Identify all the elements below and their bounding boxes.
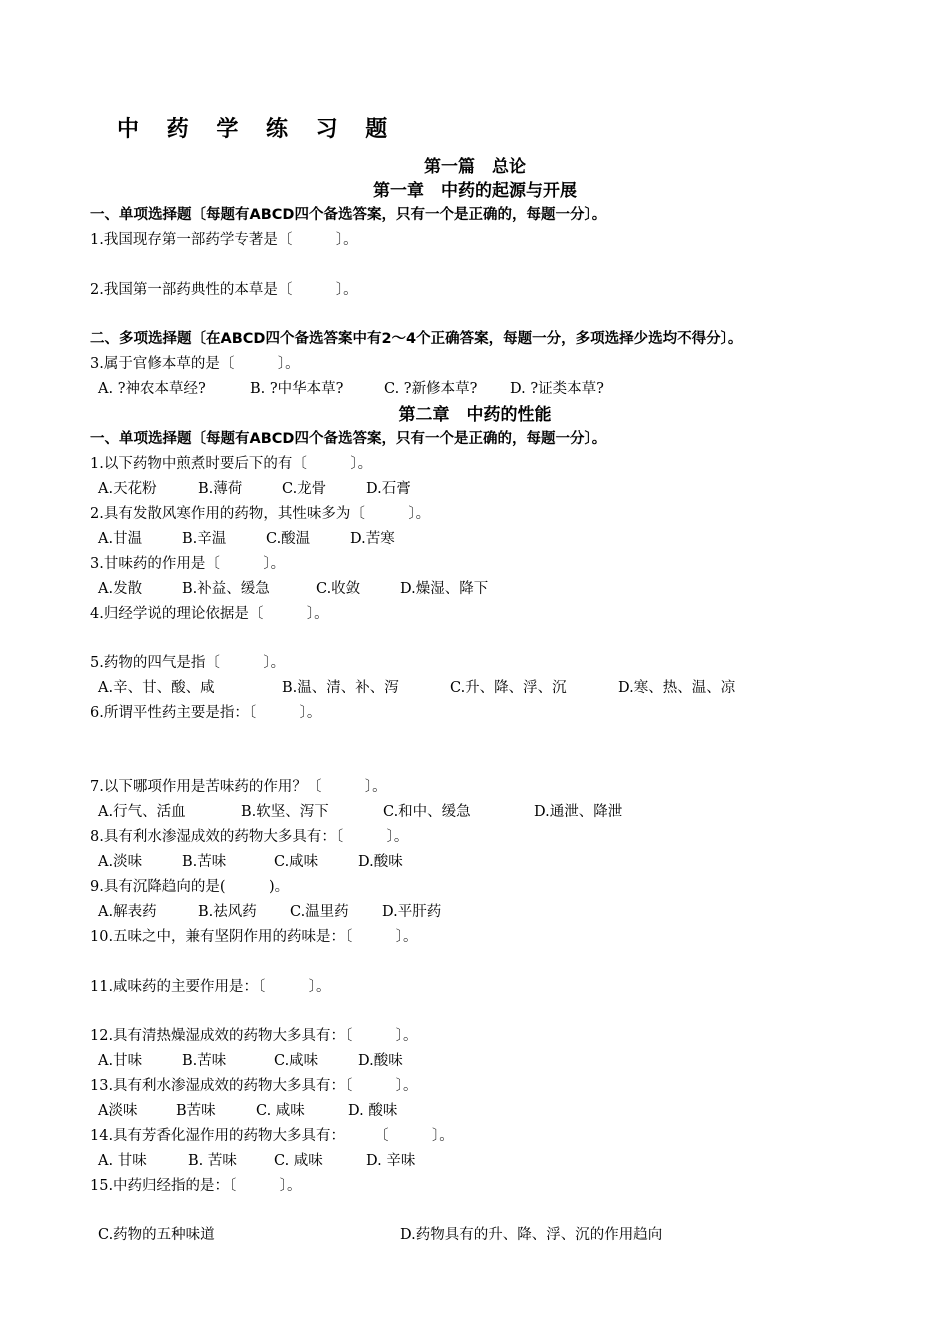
- ch1-section-multiple-choice: 二、多项选择题〔在ABCD四个备选答案中有2～4个正确答案，每题一分，多项选择少选均不得分〕。: [90, 331, 743, 347]
- ch2-question-8-options: [98, 850, 403, 871]
- ch2-question-5-options: [98, 676, 735, 697]
- ch1-question-3-options: [98, 377, 604, 398]
- ch2-question-2: 2.具有发散风寒作用的药物，其性味多为〔 〕。: [90, 506, 431, 522]
- option: C.收敛: [316, 581, 361, 597]
- option: B.温、清、补、泻: [282, 680, 399, 696]
- ch2-question-14-options: [98, 1149, 415, 1170]
- ch2-question-7: 7.以下哪项作用是苦味药的作用？〔 〕。: [90, 779, 387, 795]
- ch2-question-14: 14.具有芳香化湿作用的药物大多具有： 〔 〕。: [90, 1128, 454, 1144]
- option: A. 甘味: [98, 1153, 147, 1169]
- chapter-2-heading: 第二章 中药的性能: [398, 405, 552, 425]
- option: B. ?中华本草?: [250, 381, 344, 397]
- ch2-question-13: 13.具有利水渗湿成效的药物大多具有：〔 〕。: [90, 1078, 418, 1094]
- option: C. 咸味: [274, 1153, 323, 1169]
- option: A.天花粉: [98, 481, 157, 497]
- ch2-question-8: 8.具有利水渗湿成效的药物大多具有：〔 〕。: [90, 829, 409, 845]
- ch1-section-single-choice: 一、单项选择题〔每题有ABCD四个备选答案，只有一个是正确的，每题一分〕。: [90, 207, 607, 223]
- option: A淡味: [98, 1103, 138, 1119]
- option: C.咸味: [274, 854, 319, 870]
- option: C.咸味: [274, 1053, 319, 1069]
- ch2-question-1: 1.以下药物中煎煮时要后下的有〔 〕。: [90, 456, 373, 472]
- ch1-question-3: 3.属于官修本草的是〔 〕。: [90, 356, 300, 372]
- option: D.苦寒: [350, 531, 395, 547]
- ch2-question-12-options: [98, 1049, 403, 1070]
- option: B.苦味: [182, 854, 227, 870]
- ch2-section-single-choice: 一、单项选择题〔每题有ABCD四个备选答案，只有一个是正确的，每题一分〕。: [90, 431, 607, 447]
- ch1-question-1: 1.我国现存第一部药学专著是〔 〕。: [90, 232, 358, 248]
- option: C.酸温: [266, 531, 311, 547]
- ch2-question-15-option-d: D.药物具有的升、降、浮、沉的作用趋向: [400, 1227, 663, 1243]
- option: B.辛温: [182, 531, 227, 547]
- option: C. ?新修本草?: [384, 381, 478, 397]
- ch2-question-6: 6.所谓平性药主要是指：〔 〕。: [90, 705, 322, 721]
- option: C.龙骨: [282, 481, 327, 497]
- ch2-question-9-options: [98, 900, 441, 921]
- option: A.淡味: [98, 854, 143, 870]
- option: D.平肝药: [382, 904, 442, 920]
- ch2-question-15-option-c: C.药物的五种味道: [98, 1227, 215, 1243]
- option: D. 酸味: [348, 1103, 398, 1119]
- ch2-question-15: 15.中药归经指的是：〔 〕。: [90, 1178, 302, 1194]
- ch2-question-4: 4.归经学说的理论依据是〔 〕。: [90, 606, 329, 622]
- option: B.软坚、泻下: [241, 804, 329, 820]
- option: D.燥湿、降下: [400, 581, 489, 597]
- option: C.升、降、浮、沉: [450, 680, 567, 696]
- ch2-question-7-options: [98, 800, 622, 821]
- option: A.甘味: [98, 1053, 143, 1069]
- option: A.发散: [98, 581, 143, 597]
- ch2-question-1-options: [98, 477, 411, 498]
- option: C. 咸味: [256, 1103, 305, 1119]
- option: B.薄荷: [198, 481, 243, 497]
- option: D. 辛味: [366, 1153, 416, 1169]
- option: A.行气、活血: [98, 804, 186, 820]
- option: D.酸味: [358, 854, 403, 870]
- ch1-question-2: 2.我国第一部药典性的本草是〔 〕。: [90, 282, 358, 298]
- option: A.解表药: [98, 904, 157, 920]
- option: D. ?证类本草?: [510, 381, 604, 397]
- option: D.石膏: [366, 481, 411, 497]
- chapter-1-heading: 第一章 中药的起源与开展: [373, 181, 577, 201]
- option: D.酸味: [358, 1053, 403, 1069]
- ch2-question-5: 5.药物的四气是指〔 〕。: [90, 655, 286, 671]
- option: D.寒、热、温、凉: [618, 680, 736, 696]
- option: B.苦味: [182, 1053, 227, 1069]
- ch2-question-10: 10.五味之中，兼有坚阴作用的药味是：〔 〕。: [90, 929, 418, 945]
- ch2-question-11: 11.咸味药的主要作用是：〔 〕。: [90, 979, 331, 995]
- option: B. 苦味: [188, 1153, 237, 1169]
- ch2-question-12: 12.具有清热燥湿成效的药物大多具有：〔 〕。: [90, 1028, 418, 1044]
- option: B.祛风药: [198, 904, 257, 920]
- option: B.补益、缓急: [182, 581, 270, 597]
- ch2-question-2-options: [98, 527, 395, 548]
- part-heading: 第一篇 总论: [424, 157, 526, 177]
- option: C.温里药: [290, 904, 349, 920]
- ch2-question-13-options: [98, 1099, 397, 1120]
- option: B苦味: [176, 1103, 216, 1119]
- option: D.通泄、降泄: [534, 804, 623, 820]
- option: A.辛、甘、酸、咸: [98, 680, 215, 696]
- option: A. ?神农本草经?: [98, 381, 206, 397]
- ch2-question-3-options: [98, 577, 488, 598]
- document-title: 中 药 学 练 习 题: [117, 117, 398, 142]
- option: C.和中、缓急: [383, 804, 471, 820]
- ch2-question-9: 9.具有沉降趋向的是( )。: [90, 879, 290, 895]
- option: A.甘温: [98, 531, 143, 547]
- ch2-question-3: 3.甘味药的作用是〔 〕。: [90, 556, 286, 572]
